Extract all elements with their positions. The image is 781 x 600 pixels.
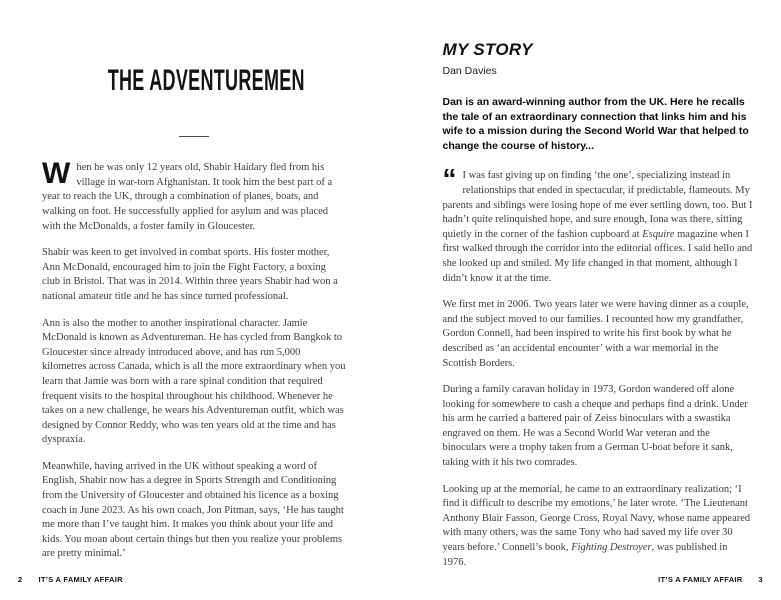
right-page (391, 0, 781, 600)
paragraph-3: During a family caravan holiday in 1973, Gordon wandered off alone looking for somewhere to cash a cheque and perhaps find a drink. Under his arm he carried a battered pair of Zeiss binoculars with a swastika engraved on them. He was a Second World War veteran and the binoculars were a trophy taken from a German U-boat before it sank, taking with it his two comrades. (442, 384, 748, 469)
drop-cap: W (42, 157, 71, 191)
paragraph-1 (42, 157, 347, 234)
paragraph-4: Meanwhile, having arrived in the UK without speaking a word of English, Shabir now has a degree in Sports Strength and Conditioning from the University of Gloucester and obtained his licence as a boxing coach in June 2023. As his own coach, Jon Pitman, says, ‘He has taught me more than I’ve taught him. It makes you think about your life and kids. You moan about certain things but then you realize your problems are pretty minimal.’ (42, 460, 344, 560)
story-heading: MY STORY (442, 40, 533, 59)
quote-paragraph-text: I was fast giving up on finding ‘the one’, specializing instead in relationships that ended in spectacular, if predictable, flameouts. My parents and siblings were losing hope of me ever settling down, too. But I hadn’t quite relinquished hope, and sure enough, Iona was there, sitting quietly in the corner of the fashion cupboard at Esquire magazine when I first walked through the corridor into the editorial offices. I said hello and she looked up and smiled. My life changed in that moment, although I didn’t know it at the time. (442, 170, 753, 284)
title-wrap (42, 44, 347, 118)
page-number: 3 (758, 575, 763, 584)
paragraph-2: We first met in 2006. Two years later we were having dinner as a couple, and the subject moved to our families. I recounted how my grandfather, Gordon Connell, had been inspired to write his first book by what he described as ‘an accidental encounter’ with a war memorial in the Scottish Borders. (442, 299, 749, 369)
open-quote-icon: “ (442, 163, 457, 195)
right-body (442, 163, 754, 570)
intro-paragraph: Dan is an award-winning author from the UK. Here he recalls the tale of an extraordinary connection that links him and his wife to a mission during the Second World War that helped to change the course of history... (442, 96, 749, 152)
quote-paragraph (442, 163, 754, 286)
left-body (42, 157, 347, 562)
byline: Dan Davies (442, 65, 497, 77)
paragraph-1-text: hen he was only 12 years old, Shabir Haidary fled from his village in war-torn Afghanistan. It took him the best part of a year to reach the UK, through a combination of planes, boats, and walking on foot. He successfully applied for asylum and was placed with the McDonalds, a foster family in Gloucester. (42, 162, 333, 232)
footer-label: IT’S A FAMILY AFFAIR (38, 575, 123, 584)
paragraph-4: Looking up at the memorial, he came to an extraordinary realization; ‘I find it difficult to describe my emotions,’ he later wrote. ‘The Lieutenant Anthony Blair Fasson, George Cross, Royal Navy, whose name appeared with many others, was the same Tony who had saved my life over 30 years before.’ Connell’s book, Fighting Destroyer, was published in 1976. (442, 483, 751, 568)
paragraph-3: Ann is also the mother to another inspirational character. Jamie McDonald is known as Adventureman. He has cycled from Bangkok to Gloucester since already introduced above, and has run 5,000 kilometres across Canada, which is all the more extraordinary when you learn that Jamie was born with a rare spinal condition that required frequent visits to the hospital throughout his childhood. Whenever he takes on a new challenge, he wears his Adventureman outfit, which was designed by Connor Reddy, who was ten years old at the time and has dyspraxia. (42, 317, 346, 446)
paragraph-2: Shabir was keen to get involved in combat sports. His foster mother, Ann McDonald, encouraged him to join the Fight Factory, a boxing club in Bristol. That was in 2014. Within three years Shabir had won a national amateur title and he has since turned professional. (42, 247, 338, 302)
footer-label: IT’S A FAMILY AFFAIR (658, 575, 743, 584)
right-footer (658, 575, 763, 584)
page-number: 2 (18, 575, 23, 584)
title-divider (179, 136, 209, 137)
left-footer (18, 575, 123, 584)
page-title: THE ADVENTUREMEN (107, 64, 305, 98)
